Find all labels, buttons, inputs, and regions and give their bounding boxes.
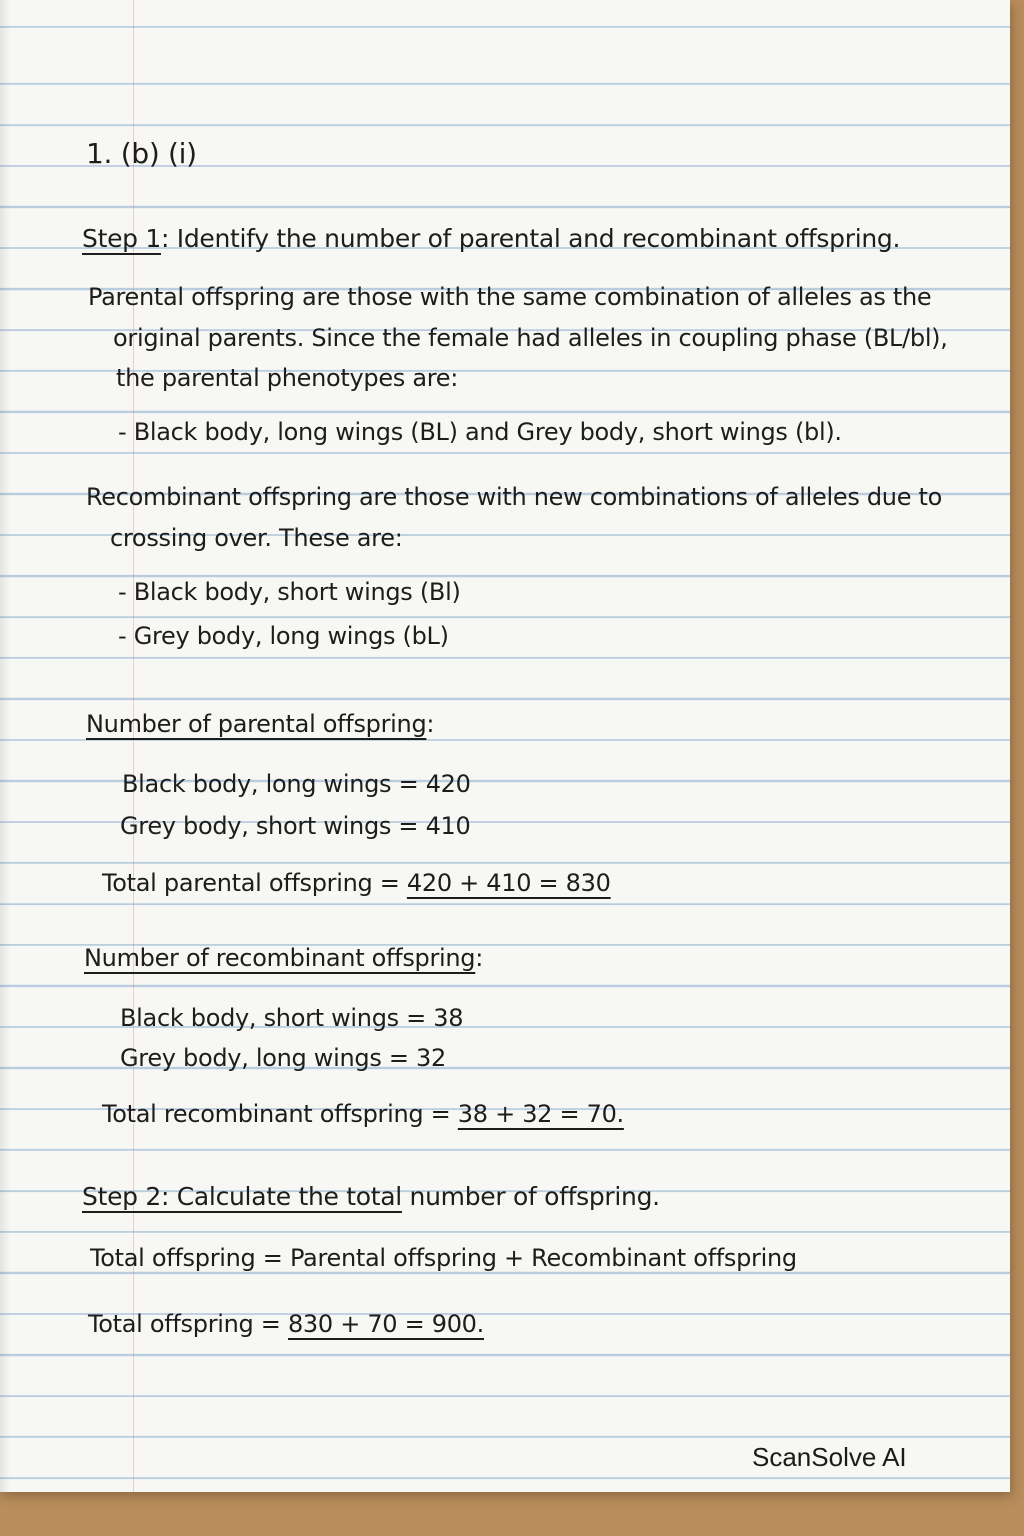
total-result-value: 830 + 70 = 900. <box>287 1310 484 1338</box>
parental-row-black-long: Black body, long wings = 420 <box>122 770 471 798</box>
parental-intro-line-3: the parental phenotypes are: <box>116 364 459 392</box>
recombinant-intro-line-2: crossing over. These are: <box>110 524 403 552</box>
parental-row-grey-short: Grey body, short wings = 410 <box>120 812 471 840</box>
parental-intro-line-1: Parental offspring are those with the same combination of alleles as the <box>88 283 932 311</box>
total-formula: Total offspring = Parental offspring + Recombinant offspring <box>90 1244 797 1272</box>
recombinant-row-black-short: Black body, short wings = 38 <box>120 1004 464 1032</box>
step-2-label: Step 2: Calculate the total <box>82 1182 402 1211</box>
recombinant-phenotype-2: - Grey body, long wings (bL) <box>118 622 449 650</box>
recombinant-intro-line-1: Recombinant offspring are those with new combinations of alleles due to <box>86 483 943 511</box>
parental-count-heading <box>86 712 434 736</box>
watermark: ScanSolve AI <box>752 1442 907 1472</box>
recombinant-total-label: Total recombinant offspring = <box>102 1100 458 1128</box>
total-result-label: Total offspring = <box>88 1310 288 1338</box>
parental-intro-line-2: original parents. Since the female had alleles in coupling phase (BL/bl), <box>113 324 948 352</box>
step-2-title: number of offspring. <box>401 1182 660 1211</box>
recombinant-phenotype-1: - Black body, short wings (Bl) <box>118 578 461 606</box>
parental-count-heading-text: Number of parental offspring <box>86 710 427 738</box>
parental-phenotypes: - Black body, long wings (BL) and Grey body, short wings (bl). <box>118 418 842 446</box>
page-edge-shadow <box>0 0 10 1492</box>
total-result <box>88 1312 484 1336</box>
step-1-label: Step 1 <box>82 224 161 253</box>
parental-total <box>102 871 611 895</box>
step-1-title: : Identify the number of parental and recombinant offspring. <box>160 224 901 253</box>
recombinant-count-heading-text: Number of recombinant offspring <box>84 944 476 972</box>
recombinant-total-value: 38 + 32 = 70. <box>457 1100 624 1128</box>
parental-total-label: Total parental offspring = <box>102 869 407 897</box>
parental-count-heading-colon: : <box>426 710 435 738</box>
recombinant-total <box>102 1102 624 1126</box>
recombinant-count-heading-colon: : <box>475 944 484 972</box>
question-number: 1. (b) (i) <box>86 137 197 170</box>
step-2-heading <box>82 1184 660 1209</box>
step-1-heading <box>82 226 900 251</box>
recombinant-count-heading <box>84 946 483 970</box>
recombinant-row-grey-long: Grey body, long wings = 32 <box>120 1044 446 1072</box>
parental-total-value: 420 + 410 = 830 <box>406 869 611 897</box>
